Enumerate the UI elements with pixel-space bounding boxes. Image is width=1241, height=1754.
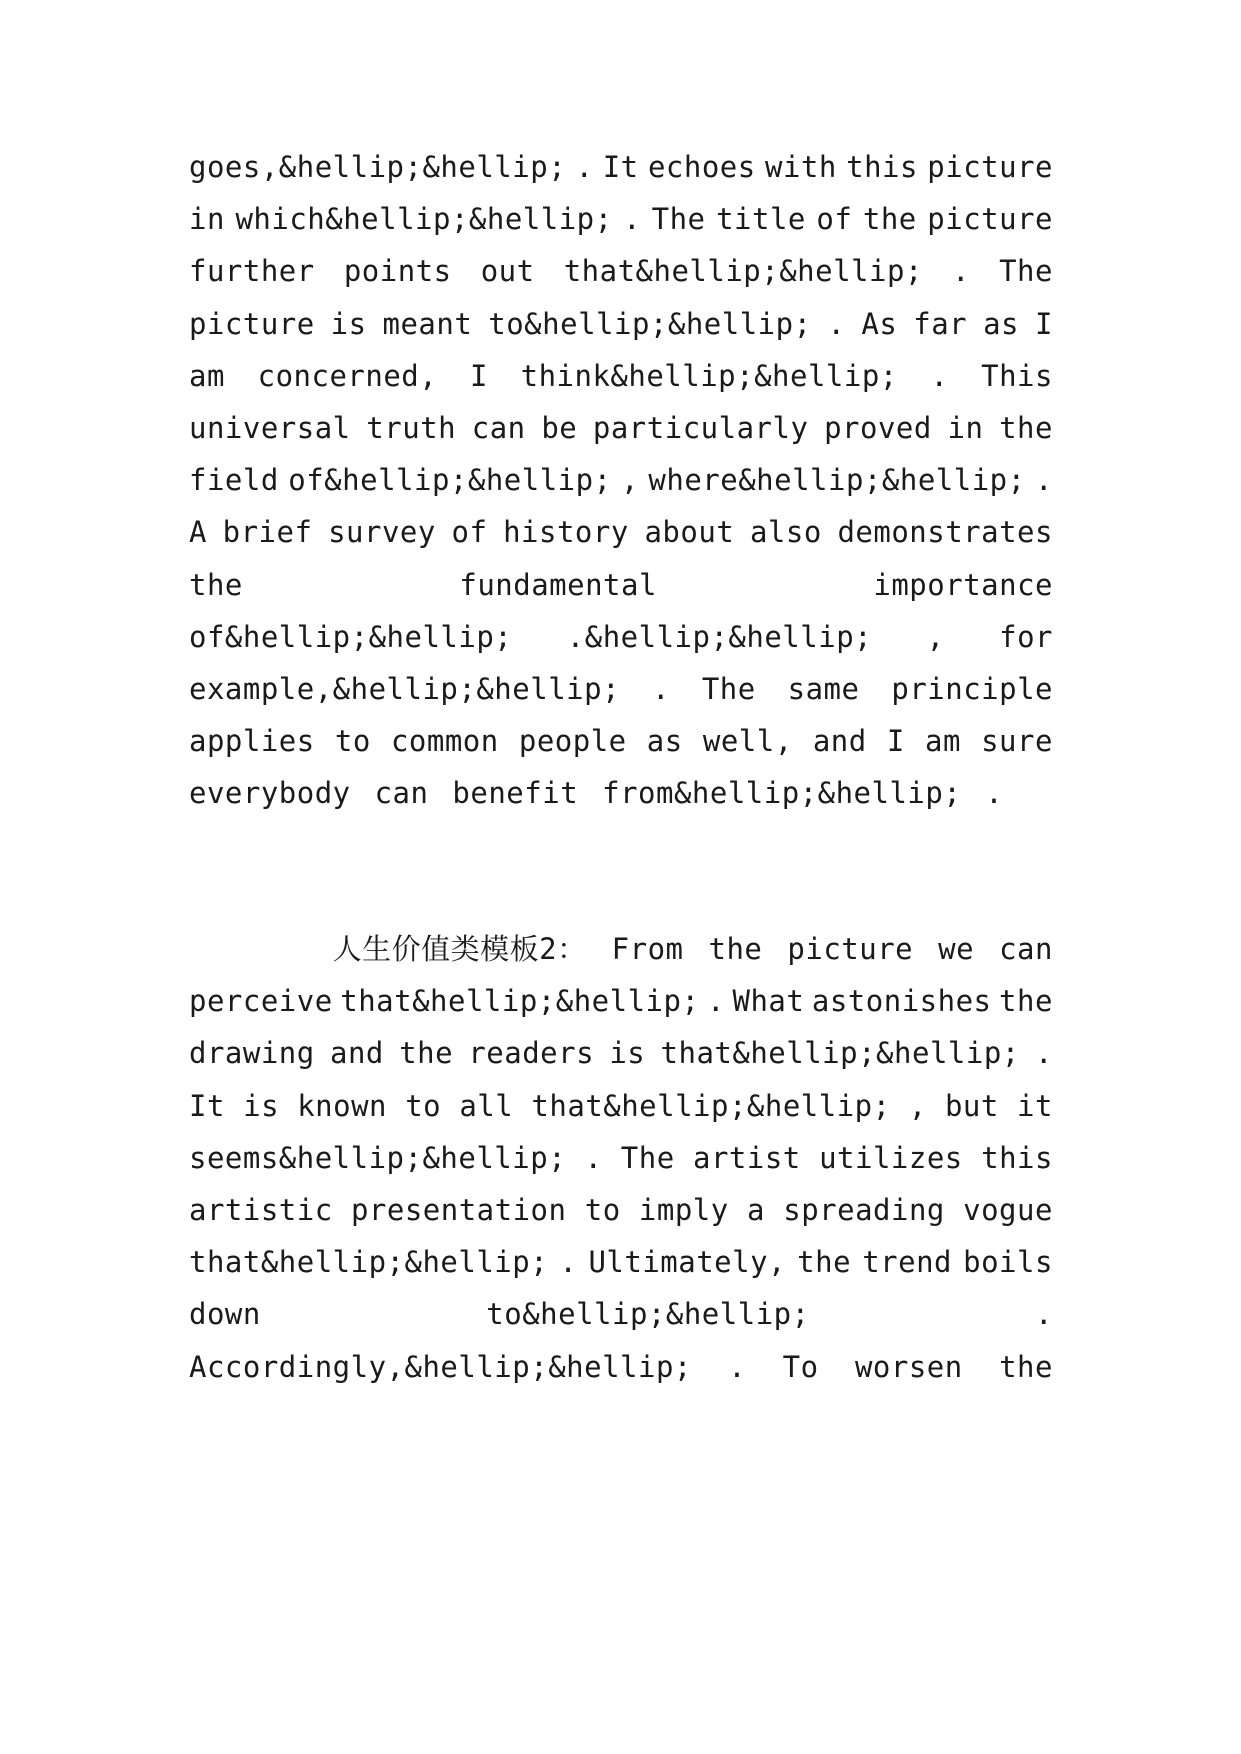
- word: artistic: [189, 1193, 333, 1227]
- word: to&hellip;&hellip;: [488, 306, 812, 341]
- word: The: [701, 672, 756, 706]
- word: it: [1017, 1088, 1053, 1123]
- word: am: [925, 724, 961, 759]
- word: .: [575, 150, 594, 184]
- word: can: [471, 411, 526, 445]
- word: goes,&hellip;&hellip;: [189, 150, 567, 184]
- word: this: [846, 150, 918, 184]
- word: applies: [189, 724, 315, 759]
- word: is: [330, 306, 367, 341]
- text-line: [189, 503, 1053, 561]
- word: demonstrates: [837, 515, 1053, 550]
- word: in: [189, 202, 225, 237]
- word: .: [584, 1140, 603, 1175]
- word: readers: [468, 1036, 595, 1071]
- word: the: [999, 411, 1053, 445]
- word: spreading: [783, 1193, 945, 1227]
- word: to: [334, 724, 371, 759]
- word: be: [541, 411, 578, 445]
- word: .: [1035, 1297, 1053, 1332]
- word: ,: [926, 619, 945, 654]
- text-line: [189, 920, 1053, 978]
- word: that&hellip;&hellip;: [531, 1088, 891, 1123]
- word: think&hellip;&hellip;: [520, 358, 898, 393]
- word: .&hellip;&hellip;: [566, 619, 873, 654]
- word: known: [297, 1088, 388, 1123]
- word: picture: [927, 150, 1053, 184]
- word: The: [620, 1140, 675, 1175]
- word: echoes: [647, 150, 756, 184]
- word: imply: [638, 1193, 729, 1227]
- word: particularly: [592, 411, 809, 445]
- word: points: [343, 254, 452, 289]
- word: with: [765, 150, 837, 184]
- word: of&hellip;&hellip;: [288, 463, 612, 498]
- word: principle: [891, 672, 1053, 706]
- word: I: [469, 358, 488, 393]
- text-line: [189, 1338, 1053, 1396]
- word: title: [716, 202, 806, 237]
- text-line: [189, 242, 1053, 300]
- word: .: [706, 984, 725, 1019]
- word: far: [913, 306, 968, 341]
- text-line: [189, 1285, 1053, 1343]
- word: universal: [189, 411, 351, 445]
- word: brief: [222, 515, 313, 550]
- word: A: [189, 515, 207, 550]
- text-line: [189, 972, 1053, 1030]
- text-line: [189, 295, 1053, 353]
- word: As: [861, 306, 898, 341]
- word: The: [651, 202, 706, 237]
- word: sure: [981, 724, 1053, 759]
- word: presentation: [350, 1193, 567, 1227]
- text-line: [189, 712, 1053, 770]
- word: trend: [862, 1245, 952, 1280]
- word: drawing: [189, 1036, 315, 1071]
- word: the: [189, 567, 243, 602]
- word: 人生价值类模板2：: [189, 932, 587, 966]
- word: astonishes: [811, 984, 992, 1019]
- word: where&hellip;&hellip;: [648, 463, 1026, 498]
- word: field: [189, 463, 279, 498]
- text-line: [189, 1077, 1053, 1135]
- word: down: [189, 1297, 261, 1332]
- word: the: [797, 1245, 852, 1280]
- word: well,: [702, 724, 793, 759]
- word: this: [981, 1140, 1053, 1175]
- word: .: [1035, 1036, 1053, 1071]
- word: perceive: [189, 984, 333, 1019]
- word: .: [559, 1245, 578, 1280]
- word: is: [609, 1036, 646, 1071]
- word: the: [862, 202, 917, 237]
- text-line: [189, 451, 1053, 509]
- word: for: [999, 619, 1053, 654]
- word: to: [584, 1193, 621, 1227]
- word: .: [930, 358, 949, 393]
- word: .: [827, 306, 846, 341]
- word: to: [405, 1088, 442, 1123]
- word: .: [1035, 463, 1053, 498]
- word: truth: [366, 411, 457, 445]
- word: further: [189, 254, 315, 289]
- text-line: [189, 347, 1053, 405]
- text-line: [189, 1129, 1053, 1187]
- word: .: [952, 254, 970, 289]
- word: also: [749, 515, 822, 550]
- word: can: [999, 932, 1053, 966]
- word: The: [999, 254, 1053, 289]
- word: everybody can benefit from&hellip;&hellip; .: [189, 776, 1004, 811]
- word: that&hellip;&hellip;: [563, 254, 923, 289]
- word: survey: [328, 515, 436, 550]
- word: It: [602, 150, 639, 184]
- text-line: [189, 608, 1053, 666]
- word: but: [944, 1088, 999, 1123]
- word: that&hellip;&hellip;: [660, 1036, 1020, 1071]
- word: of: [816, 202, 853, 237]
- word: It: [189, 1088, 225, 1123]
- word: meant: [382, 306, 473, 341]
- word: that&hellip;&hellip;: [340, 984, 700, 1019]
- word: Ultimately,: [588, 1245, 787, 1280]
- word: proved: [824, 411, 932, 445]
- word: out: [480, 254, 535, 289]
- word: .: [623, 202, 642, 237]
- word: history: [503, 515, 629, 550]
- word: we: [938, 932, 975, 966]
- word: I: [1034, 306, 1053, 341]
- word: utilizes: [819, 1140, 963, 1175]
- text-line: [189, 190, 1053, 248]
- text-line: [189, 556, 1053, 614]
- word: am: [189, 358, 225, 393]
- word: of&hellip;&hellip;: [189, 619, 513, 654]
- text-line: [189, 399, 1053, 457]
- text-line: [189, 138, 1053, 196]
- word: vogue: [963, 1193, 1053, 1227]
- word: the: [708, 932, 763, 966]
- word: about: [644, 515, 735, 550]
- word: is: [243, 1088, 280, 1123]
- word: of: [451, 515, 488, 550]
- text-line: [189, 764, 1053, 822]
- word: in: [947, 411, 984, 445]
- word: people: [518, 724, 627, 759]
- word: the: [999, 984, 1053, 1019]
- word: which&hellip;&hellip;: [235, 202, 613, 237]
- word: artist: [693, 1140, 801, 1175]
- word: picture: [189, 306, 315, 341]
- word: and: [330, 1036, 384, 1071]
- word: all: [459, 1088, 514, 1123]
- word: that&hellip;&hellip;: [189, 1245, 549, 1280]
- word: worsen: [854, 1349, 963, 1384]
- word: Accordingly,&hellip;&hellip;: [189, 1349, 692, 1384]
- word: What: [732, 984, 805, 1019]
- word: fundamental: [459, 567, 657, 602]
- text-line: [189, 1181, 1053, 1239]
- word: picture: [927, 202, 1053, 237]
- word: and: [812, 724, 867, 759]
- word: .: [728, 1349, 747, 1384]
- word: This: [981, 358, 1053, 393]
- word: common: [390, 724, 499, 759]
- word: the: [399, 1036, 454, 1071]
- word: a: [747, 1193, 765, 1227]
- word: concerned,: [257, 358, 438, 393]
- text-line: [189, 660, 1053, 718]
- word: example,&hellip;&hellip;: [189, 672, 621, 706]
- word: as: [983, 306, 1019, 341]
- word: From: [611, 932, 684, 966]
- word: the: [999, 1349, 1053, 1384]
- word: .: [651, 672, 670, 706]
- word: To: [782, 1349, 819, 1384]
- word: ,: [908, 1088, 927, 1123]
- word: seems&hellip;&hellip;: [189, 1140, 567, 1175]
- word: picture: [787, 932, 914, 966]
- text-line: [189, 1233, 1053, 1291]
- text-line: [189, 1024, 1053, 1082]
- word: as: [646, 724, 683, 759]
- word: same: [787, 672, 860, 706]
- word: importance: [873, 567, 1053, 602]
- word: ,: [621, 463, 639, 498]
- word: boils: [963, 1245, 1053, 1280]
- word: I: [886, 724, 905, 759]
- word: to&hellip;&hellip;: [486, 1297, 810, 1332]
